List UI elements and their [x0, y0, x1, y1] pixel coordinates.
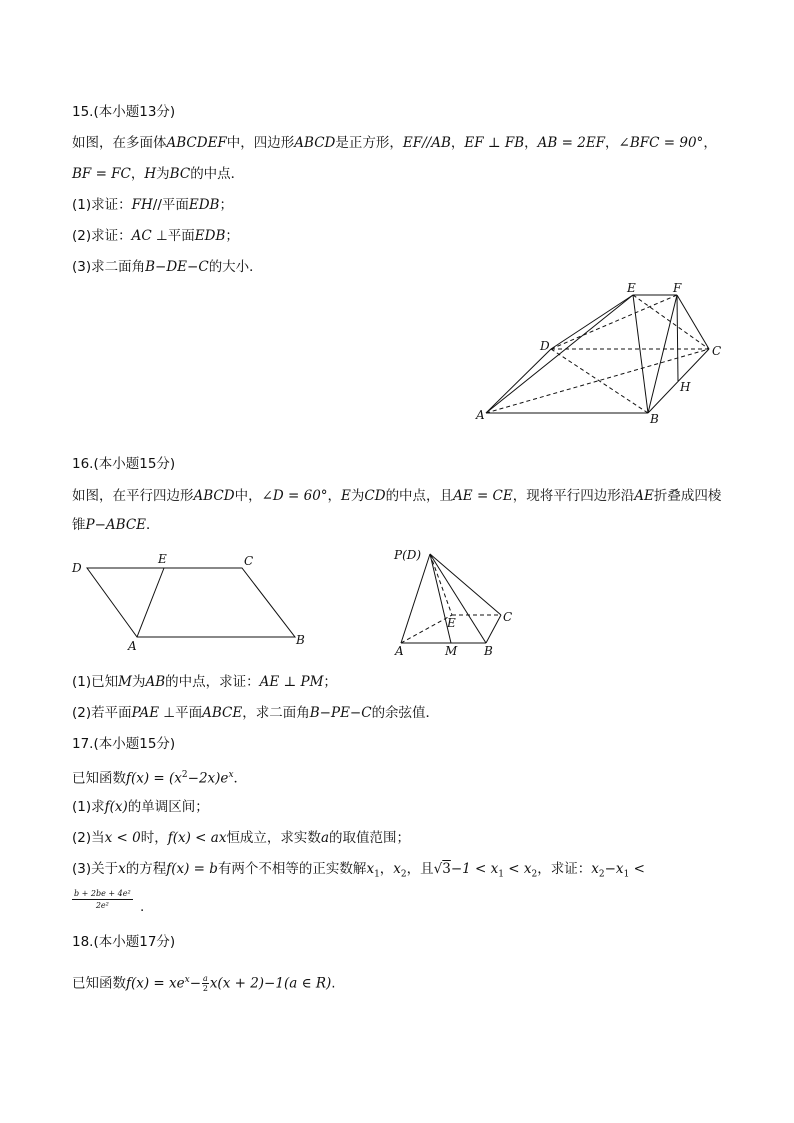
- q15-part3: (3)求二面角B−DE−C的大小．: [72, 259, 263, 275]
- q16-part1: (1)已知M为AB的中点，求证：AE ⊥ PM；: [72, 674, 337, 690]
- q16-fig2-label-b: B: [484, 644, 493, 658]
- q18-line1: 已知函数$f(x) = xe^x-$ $\frac{a}{2}$ x(x + 2)−1(a ∈ R).: [72, 974, 336, 993]
- q16-fig1-label-d: D: [72, 561, 82, 575]
- q15-label-a: A: [476, 408, 485, 422]
- q16-heading: 16.(本小题15分): [72, 456, 176, 472]
- q15-part2: (2)求证：AC ⊥平面EDB；: [72, 228, 239, 244]
- q15-line1: 如图，在多面体ABCDEF中，四边形ABCD是正方形，EF//AB，EF ⊥ FB，AB = 2EF，∠BFC = 90°，: [72, 135, 717, 151]
- q17-part2: (2)当x < 0时，f(x) < ax恒成立，求实数a的取值范围；: [72, 830, 410, 846]
- q17-fraction: [72, 888, 133, 911]
- q15-label-b: B: [650, 412, 659, 426]
- q18-fraction: $\frac{a}{2}$: [202, 974, 208, 993]
- q15-part1: (1)求证：FH//平面EDB；: [72, 197, 233, 213]
- q15-label-d: D: [540, 339, 550, 353]
- q15-label-f: F: [673, 281, 682, 295]
- q16-line1: 如图，在平行四边形ABCD中，∠D = 60°，E为CD的中点，且AE = CE，现将平行四边形沿AE折叠成四棱: [72, 488, 722, 504]
- q17-part1: (1)求f(x)的单调区间；: [72, 799, 209, 815]
- q16-line2: 锥P−ABCE．: [72, 517, 160, 533]
- q16-fig2-label-p: P(D): [394, 548, 422, 562]
- q16-fig2-label-a: A: [395, 644, 404, 658]
- q16-fig1-label-e: E: [158, 552, 167, 566]
- q17-fraction-end: .: [140, 899, 145, 915]
- q16-fig1-label-b: B: [296, 633, 305, 647]
- q15-label-h: H: [680, 380, 691, 394]
- q15-label-e: E: [627, 281, 636, 295]
- q16-parallelogram-figure: [66, 550, 316, 655]
- q17-part3: (3)关于x的方程f(x) = b有两个不相等的正实数解$x_1$，$x_2$，且$√3-1 < x_1 < x_2$，求证：$x_2-x_1$ <: [72, 861, 645, 880]
- q16-part2: (2)若平面PAE ⊥平面ABCE，求二面角B−PE−C的余弦值．: [72, 705, 440, 721]
- q16-pyramid-figure: [390, 545, 520, 660]
- q16-fig1-label-c: C: [244, 554, 254, 568]
- q17-line1: 已知函数$f(x) = (x^2-2x)e^x$．: [72, 770, 248, 787]
- q15-polyhedron-figure: [470, 280, 730, 430]
- q15-heading: 15.(本小题13分): [72, 104, 176, 120]
- q16-fig1-label-a: A: [128, 639, 137, 653]
- q17-heading: 17.(本小题15分): [72, 736, 176, 752]
- q17-fraction-denominator: 2e²: [95, 901, 109, 910]
- q17-fraction-numerator: b + 2be + 4e²: [74, 889, 131, 898]
- q16-fig2-label-e: E: [447, 616, 456, 630]
- q18-heading: 18.(本小题17分): [72, 934, 176, 950]
- q15-label-c: C: [712, 344, 722, 358]
- q16-fig2-label-c: C: [503, 610, 513, 624]
- q16-fig2-label-m: M: [445, 644, 458, 658]
- q15-line2: BF = FC，H为BC的中点．: [72, 166, 245, 182]
